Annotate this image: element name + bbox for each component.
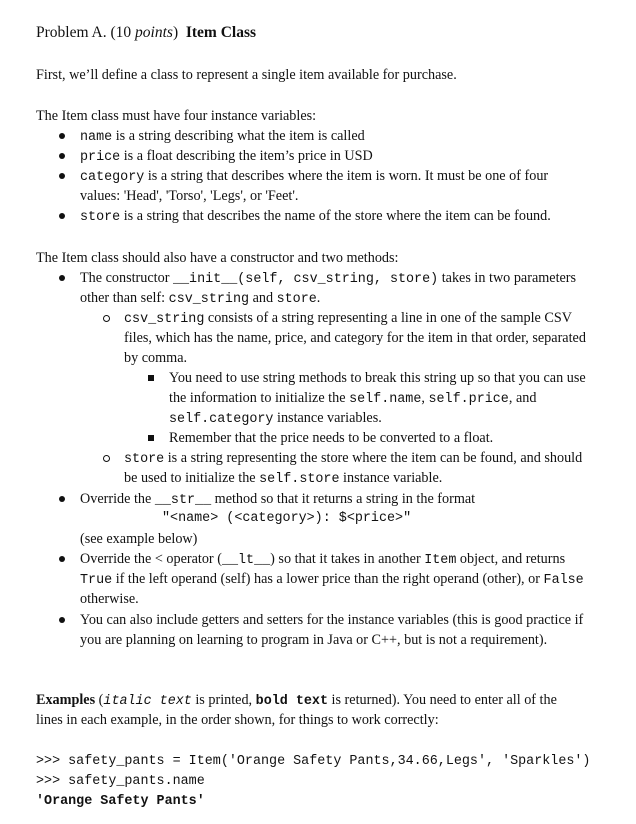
example-code-1: >>> safety_pants = Item('Orange Safety Pants,34.66,Legs', 'Sparkles') bbox=[36, 754, 591, 769]
store-line-1 bbox=[124, 449, 582, 469]
examples-text: is returned). You need to enter all of the bbox=[327, 692, 557, 708]
title-name: Item Class bbox=[185, 24, 257, 41]
sub1-line-2 bbox=[169, 389, 536, 409]
code-true: True bbox=[80, 573, 113, 588]
var-category-item bbox=[80, 167, 548, 187]
square-bullet-icon bbox=[148, 375, 154, 381]
csv-text: consists of a string representing a line in one of the sample CSV bbox=[204, 310, 572, 326]
code-name: name bbox=[80, 130, 113, 145]
code-init-signature: __init__(self, csv_string, store) bbox=[172, 272, 439, 287]
var-category-text-2: values: 'Head', 'Torso', 'Legs', or 'Feet'. bbox=[80, 188, 299, 204]
ctor-text: other than self: bbox=[80, 290, 169, 306]
getters-line-2: you are planning on learning to program in Java or C++, but is not a requirement). bbox=[80, 632, 548, 648]
sub1-line-1: You need to use string methods to break this string up so that you can use bbox=[169, 370, 586, 386]
str-line-1 bbox=[80, 490, 475, 510]
ctor-text: . bbox=[316, 290, 321, 306]
code-price: price bbox=[80, 150, 121, 165]
vars-heading: The Item class must have four instance variables: bbox=[36, 108, 317, 124]
examples-line-2: lines in each example, in the order shown, for things to work correctly: bbox=[36, 712, 439, 728]
ctor-heading: The Item class should also have a constructor and two methods: bbox=[36, 250, 399, 266]
lt-text: object, and returns bbox=[456, 551, 566, 567]
var-price-item bbox=[80, 147, 373, 167]
lt-line-3: otherwise. bbox=[80, 591, 139, 607]
lt-line-2 bbox=[80, 570, 584, 590]
lt-text: if the left operand (self) has a lower price than the right operand (other), or bbox=[112, 571, 544, 587]
var-name-item bbox=[80, 127, 365, 147]
getters-line-1: You can also include getters and setters for the instance variables (this is good practice if bbox=[80, 612, 584, 628]
code-str-method: __str__ bbox=[154, 493, 212, 508]
store-text: instance variable. bbox=[339, 470, 443, 486]
bullet-icon bbox=[59, 556, 65, 562]
bold-text-sample: bold text bbox=[255, 694, 328, 709]
ctor-line-1 bbox=[80, 269, 576, 289]
ctor-text: and bbox=[249, 290, 277, 306]
store-line-2 bbox=[124, 469, 442, 489]
bullet-icon bbox=[59, 275, 65, 281]
ctor-text: takes in two parameters bbox=[438, 270, 577, 286]
code-category: category bbox=[80, 170, 145, 185]
code-store: store bbox=[276, 292, 317, 307]
code-self-name: self.name bbox=[349, 392, 422, 407]
str-text: Override the bbox=[80, 491, 155, 507]
store-text: is a string representing the store where the item can be found, and should bbox=[164, 450, 583, 466]
square-bullet-icon bbox=[148, 435, 154, 441]
str-format: "<name> (<category>): $<price>" bbox=[162, 511, 412, 526]
bullet-icon bbox=[59, 173, 65, 179]
title-suffix: ) bbox=[172, 24, 179, 41]
var-name-text: is a string describing what the item is called bbox=[112, 128, 365, 144]
examples-text: is printed, bbox=[191, 692, 256, 708]
code-self-store: self.store bbox=[259, 472, 340, 487]
sub2-line: Remember that the price needs to be converted to a float. bbox=[169, 430, 494, 446]
code-csv-string: csv_string bbox=[124, 312, 205, 327]
str-see-below: (see example below) bbox=[80, 531, 198, 547]
bullet-icon bbox=[59, 213, 65, 219]
code-false: False bbox=[543, 573, 584, 588]
example-code-2: >>> safety_pants.name bbox=[36, 774, 205, 789]
bullet-icon bbox=[59, 133, 65, 139]
intro-paragraph: First, we’ll define a class to represent a single item available for purchase. bbox=[36, 67, 457, 83]
store-text: be used to initialize the bbox=[124, 470, 260, 486]
code-csv-string: csv_string bbox=[168, 292, 250, 307]
ctor-text: The constructor bbox=[80, 270, 173, 286]
bullet-icon bbox=[59, 153, 65, 159]
sub1-text: , bbox=[421, 390, 429, 406]
circle-bullet-icon bbox=[103, 455, 110, 462]
code-store: store bbox=[124, 452, 165, 467]
var-category-text: is a string that describes where the item is worn. It must be one of four bbox=[144, 168, 549, 184]
csv-line-1 bbox=[124, 309, 572, 329]
code-store: store bbox=[80, 210, 121, 225]
title-prefix: Problem A. (10 bbox=[36, 24, 136, 41]
bullet-icon bbox=[59, 496, 65, 502]
lt-text: ) so that it takes in another bbox=[270, 551, 425, 567]
sub1-text: , and bbox=[508, 390, 537, 406]
circle-bullet-icon bbox=[103, 315, 110, 322]
code-item: Item bbox=[424, 553, 457, 568]
str-text: method so that it returns a string in the format bbox=[211, 491, 476, 507]
ctor-line-2 bbox=[80, 289, 320, 309]
code-self-category: self.category bbox=[169, 412, 274, 427]
code-self-price: self.price bbox=[428, 392, 509, 407]
problem-title bbox=[36, 24, 256, 42]
var-store-text: is a string that describes the name of the store where the item can be found. bbox=[120, 208, 551, 224]
var-price-text: is a float describing the item’s price in USD bbox=[120, 148, 373, 164]
title-points: points bbox=[135, 24, 173, 41]
csv-line-2: files, which has the name, price, and category for the item in that order, separated bbox=[124, 330, 586, 346]
examples-heading bbox=[36, 691, 557, 711]
example-output-1: 'Orange Safety Pants' bbox=[36, 794, 205, 809]
csv-line-3: by comma. bbox=[124, 350, 188, 366]
sub1-line-3 bbox=[169, 409, 382, 429]
lt-line-1 bbox=[80, 550, 565, 570]
bullet-icon bbox=[59, 617, 65, 623]
sub1-text: the information to initialize the bbox=[169, 390, 350, 406]
italic-text-sample: italic text bbox=[103, 694, 192, 709]
examples-text: ( bbox=[95, 692, 104, 708]
lt-text: Override the < operator ( bbox=[80, 551, 222, 567]
code-lt-method: __lt__ bbox=[221, 553, 271, 568]
examples-label: Examples bbox=[36, 692, 96, 708]
sub1-text: instance variables. bbox=[273, 410, 382, 426]
var-store-item bbox=[80, 207, 551, 227]
